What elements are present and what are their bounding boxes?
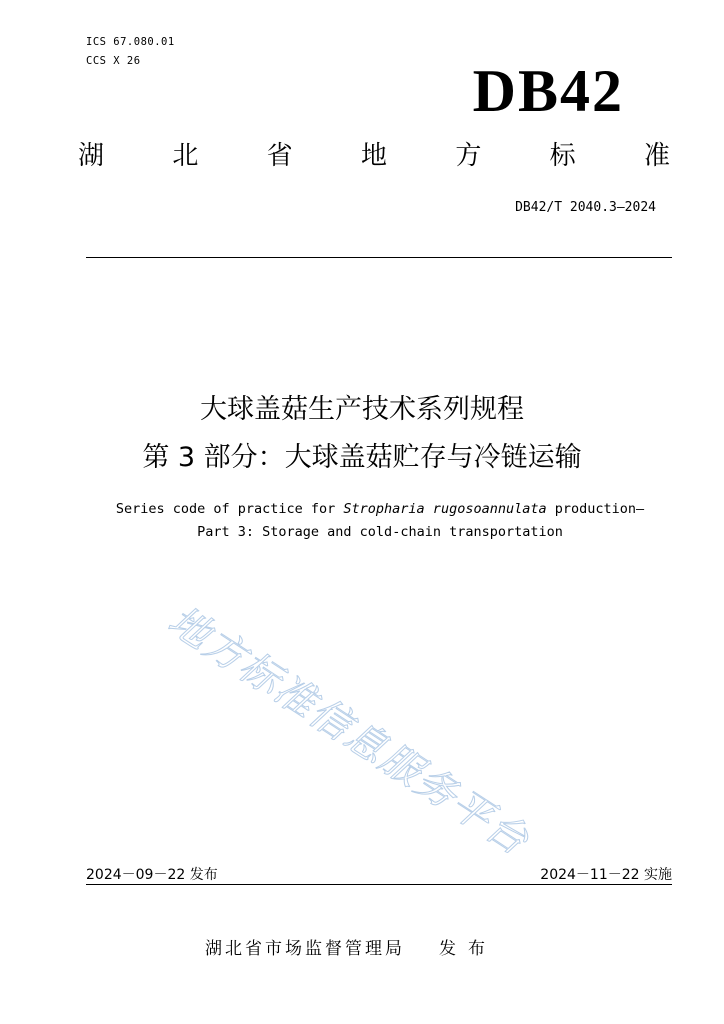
title-chinese-line-2: 第 3 部分：大球盖菇贮存与冷链运输 — [142, 442, 582, 473]
ccs-code: CCS X 26 — [86, 55, 141, 67]
standard-type-char: 准 — [643, 141, 670, 171]
title-english-suffix: production— — [546, 501, 645, 517]
issuer-row — [205, 934, 497, 959]
standard-type-char: 北 — [172, 141, 199, 171]
standard-type-char: 湖 — [78, 141, 105, 171]
title-english-line-1 — [0, 500, 724, 518]
standard-type-char: 方 — [455, 141, 482, 171]
release-label: 发布 — [439, 939, 497, 959]
standard-type-char: 地 — [360, 141, 387, 171]
title-chinese-line-1: 大球盖菇生产技术系列规程 — [200, 394, 524, 425]
issuing-authority: 湖北省市场监督管理局 — [205, 939, 405, 959]
issue-date: 2024－09－22 发布 — [86, 867, 218, 883]
implementation-date: 2024－11－22 实施 — [540, 867, 672, 883]
header-divider — [86, 257, 672, 258]
title-english-line-2: Part 3: Storage and cold-chain transportation — [197, 524, 563, 540]
title-english-prefix: Series code of practice for — [115, 501, 344, 517]
watermark-text: 地方标准信息服务平台 — [160, 597, 538, 865]
species-name: Stropharia rugosoannulata — [343, 501, 547, 517]
standard-type-char: 省 — [266, 141, 293, 171]
standard-type-char: 标 — [549, 141, 576, 171]
standard-code-logo: DB42 — [472, 58, 624, 124]
standard-number: DB42/T 2040.3—2024 — [515, 200, 656, 215]
footer-divider — [86, 884, 672, 885]
standard-type-heading — [78, 138, 670, 174]
ics-code: ICS 67.080.01 — [86, 36, 175, 48]
